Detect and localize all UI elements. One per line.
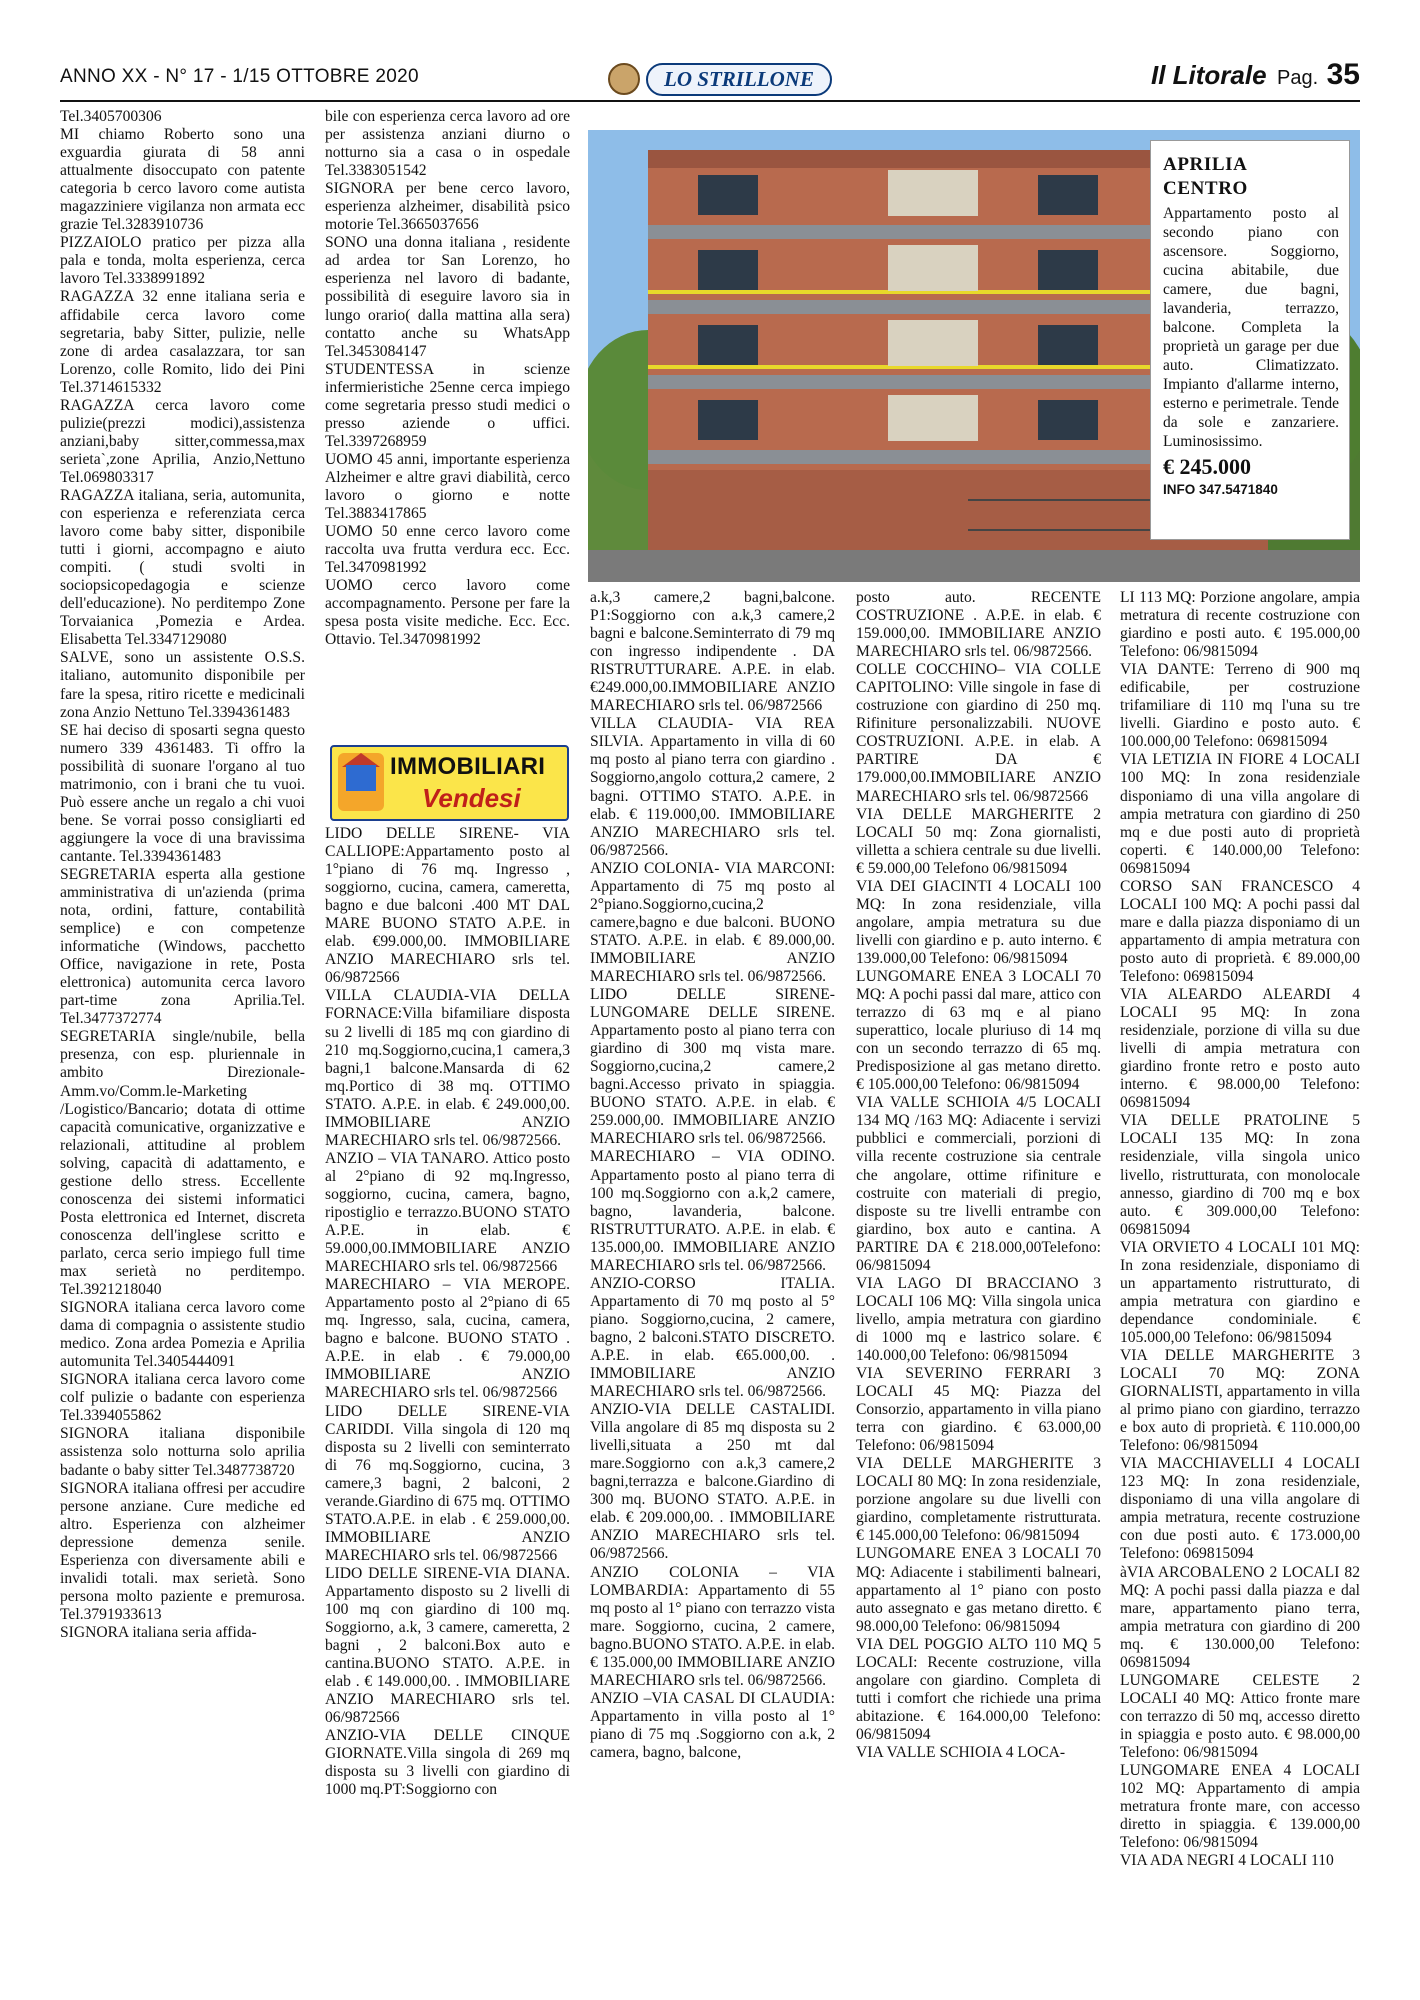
column-1 — [60, 108, 305, 1973]
ad-entry: STUDENTESSA in scienze infermieristiche 25enne cerca impiego come segretaria presso studi medici o presso aziende o uffici. Tel.3397268959 — [325, 360, 570, 450]
ad-entry: SONO una donna italiana , residente ad ardea tor San Lorenzo, ho esperienza nel lavoro di badante, possibilità di eseguire lavoro sia in lungo orario( dalla mattina alla sera) contatto anche su WhatsApp Tel.3453084147 — [325, 234, 570, 360]
listing-entry: VIA SEVERINO FERRARI 3 LOCALI 45 MQ: Piazza del Consorzio, appartamento in villa piano terra con giardino. € 63.000,00 Telefono: 06/9815094 — [856, 1365, 1101, 1455]
listing-entry: VIA DEL POGGIO ALTO 110 MQ 5 LOCALI: Recente costruzione, villa angolare con giardino. Completa di tutti i comfort che richiede una prima abitazione. € 164.000,00 Telefono: 06/9815094 — [856, 1635, 1101, 1743]
listing-entry: VIA DANTE: Terreno di 900 mq edificabile, per costruzione trifamiliare di 110 mq l'una su tre livelli. Giardino e posto auto. € 100.000,00 Telefono: 069815094 — [1120, 661, 1360, 751]
listing-entry: VIA ADA NEGRI 4 LOCALI 110 — [1120, 1852, 1334, 1870]
listing-entry: VIA DEI GIACINTI 4 LOCALI 100 MQ: In zona residenziale, villa angolare, ampia metratura su due livelli con giardino e p. auto interno. € 139.000,00 Telefono: 06/9815094 — [856, 877, 1101, 967]
listing-entry: COLLE COCCHINO– VIA COLLE CAPITOLINO: Ville singole in fase di costruzione con giardino di 250 mq. Rifiniture personalizzabili. NUOVE COSTRUZIONI. A.P.E. in elab. A PARTIRE DA € 179.000,00.IMMOBILIARE ANZIO MARECHIARO srls tel. 06/9872566 — [856, 661, 1101, 805]
ad-entry: RAGAZZA italiana, seria, automunita, con esperienza e referenziata cerca lavoro come baby sitter, disponibile tutti i giorni, accompagno e aiuto compiti. ( studi svolti in sociopsicopedagogia e scienze dell'educazione). No perditempo Zone Torvaianica ,Pomezia e Ardea. Elisabetta Tel.3347129080 — [60, 486, 305, 649]
ad-entry: SIGNORA italiana cerca lavoro come colf pulizie o badante con esperienza Tel.3394055862 — [60, 1371, 305, 1425]
issue-info: ANNO XX - N° 17 - 1/15 OTTOBRE 2020 — [60, 66, 419, 87]
column-4 — [856, 589, 1101, 1974]
featured-ad-box — [1150, 140, 1350, 540]
section-title: IMMOBILIARI — [390, 753, 546, 780]
listing-entry: VIA DELLE MARGHERITE 2 LOCALI 50 mq: Zona giornalisti, villetta a schiera centrale su due livelli. € 59.000,00 Telefono 06/9815094 — [856, 805, 1101, 877]
ad-entry: SE hai deciso di sposarti segna questo numero 339 4361483. Ti offro la possibilità di suonare l'organo al tuo matrimonio, con i brani che tu vuoi. Può essere anche un regalo a chi vuoi bene. Se vorrai posso consigliarti ed aggiungere la voce di una bravissima cantante. Tel.3394361483 — [60, 721, 305, 865]
listing-entry: VILLA CLAUDIA-VIA DELLA FORNACE:Villa bifamiliare disposta su 2 livelli di 185 mq con giardino di 210 mq.Soggiorno,cucina,1 camera,3 bagni,1 balcone.Mansarda di 62 mq.Portico di 38 mq. OTTIMO STATO. A.P.E. in elab. € 249.000,00. IMMOBILIARE ANZIO MARECHIARO srls tel. 06/9872566. — [325, 987, 570, 1149]
ad-price: € 245.000 — [1163, 454, 1251, 479]
listing-entry: CORSO SAN FRANCESCO 4 LOCALI 100 MQ: A pochi passi dal mare e dalla piazza disponiamo di un appartamento di ampia metratura con posto auto di proprietà. € 89.000,00 Telefono: 069815094 — [1120, 877, 1360, 985]
listing-entry: ANZIO COLONIA – VIA LOMBARDIA: Appartamento di 55 mq posto al 1° piano con terrazzo vista mare. Soggiorno, cucina, 2 camere, bagno.BUONO STATO. A.P.E. in elab. € 135.000,00 IMMOBILIARE ANZIO MARECHIARO srls tel. 06/9872566. — [590, 1563, 835, 1689]
logo-text: LO STRILLONE — [646, 63, 832, 96]
listing-entry: MARECHIARO – VIA ODINO. Appartamento posto al piano terra di 100 mq.Soggiorno con a.k,2 camere, bagno, lavanderia, balcone. RISTRUTTURATO. A.P.E. in elab. € 135.000,00. IMMOBILIARE ANZIO MARECHIARO srls tel. 06/9872566. — [590, 1148, 835, 1274]
ad-entry: RAGAZZA cerca lavoro come pulizie(prezzi modici),assistenza anziani,baby sitter,commessa,max serieta`,zone Aprilia, Anzio,Nettuno Tel.069803317 — [60, 396, 305, 486]
section-subtitle: Vendesi — [422, 783, 521, 813]
listing-entry: VIA VALLE SCHIOIA 4/5 LOCALI 134 MQ /163 MQ: Adiacente i servizi pubblici e commerciali, porzioni di villa recente costruzione sia centrale che angolare, ottime rifiniture e costruite con materiali di pregio, disposte su tre livelli entrambe con giardino, box auto e cantina. A PARTIRE DA € 218.000,00Telefono: 06/9815094 — [856, 1094, 1101, 1274]
brand-name: Il Litorale — [1150, 60, 1267, 90]
ad-entry: SIGNORA italiana offresi per accudire persone anziane. Cure mediche ed altro. Esperienza con alzheimer depressione demenza senile. Esperienza con diversamente abili e invalidi totali. max serietà. Sono persona molto paziente e premurosa. Tel.3791933613 — [60, 1479, 305, 1623]
listing-entry: VIA DELLE MARGHERITE 3 LOCALI 80 MQ: In zona residenziale, porzione angolare su due livelli con giardino, completamente ristrutturata. € 145.000,00 Telefono: 06/9815094 — [856, 1455, 1101, 1545]
listing-entry: a.k,3 camere,2 bagni,balcone. P1:Soggiorno con a.k,3 camere,2 bagni e balcone.Seminterrato di 79 mq con ingresso indipendente . DA RISTRUTTURARE. A.P.E. in elab. €249.000,00.IMMOBILIARE ANZIO MARECHIARO srls tel. 06/9872566 — [590, 589, 835, 715]
listing-entry: ANZIO-CORSO ITALIA. Appartamento di 70 mq posto al 5° piano. Soggiorno,cucina, 2 camere, bagno, 2 balconi.STATO DISCRETO. A.P.E. in elab. €65.000,00. . IMMOBILIARE ANZIO MARECHIARO srls tel. 06/9872566. — [590, 1274, 835, 1401]
listing-entry: VIA MACCHIAVELLI 4 LOCALI 123 MQ: In zona residenziale, disponiamo di una villa angolare di ampia metratura, recente costruzione con due posti auto. € 173.000,00 Telefono: 069815094 — [1120, 1455, 1360, 1563]
listing-entry: MARECHIARO – VIA MEROPE. Appartamento posto al 2°piano di 65 mq. Ingresso, sala, cucina, camera, bagno e balcone. BUONO STATO . A.P.E. in elab . € 79.000,00 IMMOBILIARE ANZIO MARECHIARO srls tel. 06/9872566 — [325, 1276, 570, 1402]
listing-entry: LUNGOMARE ENEA 4 LOCALI 102 MQ: Appartamento di ampia metratura fronte mare, con accesso diretto in spiaggia. € 139.000,00 Telefono: 06/9815094 — [1120, 1762, 1360, 1852]
listing-entry: VIA DELLE MARGHERITE 3 LOCALI 70 MQ: ZONA GIORNALISTI, appartamento in villa al primo piano con giardino, terrazzo e box auto di proprietà. € 110.000,00 Telefono: 06/9815094 — [1120, 1346, 1360, 1455]
ad-entry: UOMO 45 anni, importante esperienza Alzheimer e altre gravi diabilità, cerco lavoro o giorno e notte Tel.3883417865 — [325, 450, 570, 523]
listing-entry: àVIA ARCOBALENO 2 LOCALI 82 MQ: A pochi passi dalla piazza e dal mare, appartamento piano terra, ampia metratura con giardino di 200 mq. € 130.000,00 Telefono: 069815094 — [1120, 1563, 1360, 1671]
listing-entry: LUNGOMARE CELESTE 2 LOCALI 40 MQ: Attico fronte mare con terrazzo di 50 mq, accesso diretto in spiaggia e posto auto. € 98.000,00 Telefono: 06/9815094 — [1120, 1671, 1360, 1761]
ad-description: Appartamento posto al secondo piano con ascensore. Soggiorno, cucina abitabile, due camere, due bagni, lavanderia, terrazzo, balcone. Completa la proprietà un garage per due auto. Climatizzato. Impianto d'allarme interno, esterno e perimetrale. Tende da sole e zanzariere. Luminosissimo. — [1163, 205, 1339, 450]
page-number: 35 — [1326, 58, 1360, 91]
listing-entry: LI 113 MQ: Porzione angolare, ampia metratura di recente costruzione con giardino e posti auto. € 195.000,00 Telefono: 06/9815094 — [1120, 589, 1360, 661]
ad-entry: SIGNORA italiana seria affida- — [60, 1623, 257, 1641]
column-2 — [325, 108, 570, 738]
ad-entry: MI chiamo Roberto sono una exguardia giurata di 58 anni attualmente disoccupato con patente categoria b cerco lavoro come autista magazziniere vigilanza non armata ecc grazie Tel.3283910736 — [60, 126, 305, 234]
listing-entry: ANZIO – VIA TANARO. Attico posto al 2°piano di 92 mq.Ingresso, soggiorno, cucina, camera, bagno, ripostiglio e terrazzo.BUONO STATO A.P.E. in elab. € 59.000,00.IMMOBILIARE ANZIO MARECHIARO srls tel. 06/9872566 — [325, 1149, 570, 1276]
listing-entry: ANZIO-VIA DELLE CINQUE GIORNATE.Villa singola di 269 mq disposta su 3 livelli con giardino di 1000 mq.PT:Soggiorno con — [325, 1727, 570, 1799]
column-2-listings — [325, 825, 570, 1975]
ad-entry: SALVE, sono un assistente O.S.S. italiano, automunito disponibile per fare la spesa, ritiro ricette e medicinali zona Anzio Nettuno Tel.3394361483 — [60, 649, 305, 721]
page-label: Pag. — [1277, 67, 1319, 89]
house-icon — [346, 765, 376, 791]
ad-entry: UOMO cerco lavoro come accompagnamento. Persone per fare la spesa posta visite mediche. Ecc. Ecc. Ottavio. Tel.3470981992 — [325, 577, 570, 649]
page-header — [60, 60, 1360, 102]
ad-entry: PIZZAIOLO pratico per pizza alla pala e tonda, molta esperienza, cerca lavoro Tel.3338991892 — [60, 234, 305, 288]
listing-entry: ANZIO-VIA DELLE CASTALIDI. Villa angolare di 85 mq disposta su 2 livelli,situata a 250 mt dal mare.Soggiorno con a.k,3 camere,2 bagni,terrazza e balcone.Giardino di 300 mq. BUONO STATO. A.P.E. in elab. € 209.000,00. . IMMOBILIARE ANZIO MARECHIARO srls tel. 06/9872566. — [590, 1401, 835, 1563]
ad-entry: RAGAZZA 32 enne italiana seria e affidabile cerca lavoro come segretaria, baby Sitter, pulizie, nelle zone di ardea casalazzara, tor san Lorenzo, colle Romito, lido dei Pini Tel.3714615332 — [60, 288, 305, 396]
ad-entry: SEGRETARIA single/nubile, bella presenza, con esp. pluriennale in ambito Direzionale-Amm.vo/Comm.le-Marketing /Logistico/Bancario; dotata di ottime capacità comunicative, organizzative e relazionali, attitudine al problem solving, capacità di adattamento, e gestione dello stress. Eccellente conoscenza dei sistemi informatici Posta elettronica ed Internet, discreta conoscenza dell'inglese scritto e parlato, cerca serio impiego full time max serietà no perditempo. Tel.3921218040 — [60, 1028, 305, 1299]
ad-entry: SIGNORA per bene cerco lavoro, esperienza alzheimer, disabilità psico motorie Tel.3665037656 — [325, 180, 570, 234]
listing-entry: VIA LETIZIA IN FIORE 4 LOCALI 100 MQ: In zona residenziale disponiamo di una villa angolare di ampia metratura con giardino di 250 mq e due posti auto di proprietà coperti. € 140.000,00 Telefono: 069815094 — [1120, 751, 1360, 877]
listing-entry: LUNGOMARE ENEA 3 LOCALI 70 MQ: A pochi passi dal mare, attico con terrazzo di 63 mq e al piano superattico, locale pluriuso di 14 mq con un secondo terrazzo di 65 mq. Predisposizione al gas metano diretto. € 105.000,00 Telefono: 06/9815094 — [856, 967, 1101, 1094]
listing-entry: LIDO DELLE SIRENE- VIA CALLIOPE:Appartamento posto al 1°piano di 76 mq. Ingresso , soggiorno, cucina, camera, cameretta, bagno e due balconi .400 MT DAL MARE BUONO STATO A.P.E. in elab. €99.000,00. IMMOBILIARE ANZIO MARECHIARO srls tel. 06/9872566 — [325, 825, 570, 987]
listing-entry: VIA ALEARDO ALEARDI 4 LOCALI 95 MQ: In zona residenziale, porzione di villa su due livelli di ampia metratura con giardino fronte retro e posto auto interno. € 98.000,00 Telefono: 069815094 — [1120, 986, 1360, 1112]
ad-contact: INFO 347.5471840 — [1163, 482, 1278, 497]
listing-entry: LIDO DELLE SIRENE-LUNGOMARE DELLE SIRENE. Appartamento posto al piano terra con giardino di 300 mq vista mare. Soggiorno,cucina,2 camere,2 bagni.Accesso privato in spiaggia. BUONO STATO. A.P.E. in elab. € 259.000,00. IMMOBILIARE ANZIO MARECHIARO srls tel. 06/9872566. — [590, 986, 835, 1148]
ad-entry: SEGRETARIA esperta alla gestione amministrativa di un'azienda (prima nota, ordini, fatture, contabilità semplice) e con competenze informatiche (Windows, pacchetto Office, navigazione in rete, Posta elettronica) automunita cerca lavoro part-time zona Aprilia.Tel. Tel.3477372774 — [60, 865, 305, 1028]
column-5 — [1120, 589, 1360, 1974]
ad-entry: SIGNORA italiana disponibile assistenza solo notturna solo aprilia badante o baby sitter Tel.3487738720 — [60, 1425, 305, 1479]
listing-entry: VIA DELLE PRATOLINE 5 LOCALI 135 MQ: In zona residenziale, villa singola unico livello, ristrutturata, con monolocale annesso, giardino di 700 mq e box auto. € 309.000,00 Telefono: 069815094 — [1120, 1112, 1360, 1238]
page-brand — [1151, 58, 1360, 92]
column-3 — [590, 589, 835, 1974]
listing-entry: VIA VALLE SCHIOIA 4 LOCA- — [856, 1744, 1066, 1761]
ad-entry: SIGNORA italiana cerca lavoro come dama di compagnia o assistente studio medico. Zona ardea Pomezia e Aprilia automunita Tel.3405444091 — [60, 1299, 305, 1371]
ad-title-city: APRILIA — [1163, 154, 1248, 175]
listing-entry: posto auto. RECENTE COSTRUZIONE . A.P.E. in elab. € 159.000,00. IMMOBILIARE ANZIO MARECHIARO srls tel. 06/9872566. — [856, 589, 1101, 661]
listing-entry: VILLA CLAUDIA- VIA REA SILVIA. Appartamento in villa di 60 mq posto al piano terra con giardino . Soggiorno,angolo cottura,2 camere, 2 bagni. OTTIMO STATO. A.P.E. in elab. € 119.000,00. IMMOBILIARE ANZIO MARECHIARO srls tel. 06/9872566. — [590, 715, 835, 859]
listing-entry: LIDO DELLE SIRENE-VIA DIANA. Appartamento disposto su 2 livelli di 100 mq con giardino di 100 mq. Soggiorno, a.k, 3 camere, cameretta, 2 bagni , 2 balconi.Box auto e cantina.BUONO STATO. A.P.E. in elab . € 149.000,00. . IMMOBILIARE ANZIO MARECHIARO srls tel. 06/9872566 — [325, 1564, 570, 1727]
lo-strillone-logo — [600, 60, 840, 98]
immobiliari-vendesi-banner — [330, 745, 569, 821]
listing-entry: LIDO DELLE SIRENE-VIA CARIDDI. Villa singola di 120 mq disposta su 2 livelli con seminterrato di 76 mq.Soggiorno, cucina, 3 camere,3 bagni, 2 balconi, 2 verande.Giardino di 675 mq. OTTIMO STATO.A.P.E. in elab . € 259.000,00. IMMOBILIARE ANZIO MARECHIARO srls tel. 06/9872566 — [325, 1402, 570, 1564]
listing-entry: ANZIO COLONIA- VIA MARCONI: Appartamento di 75 mq posto al 2°piano.Soggiorno,cucina,2 camere,bagno e due balconi. BUONO STATO. A.P.E. in elab. € 89.000,00. IMMOBILIARE ANZIO MARECHIARO srls tel. 06/9872566. — [590, 859, 835, 985]
mascot-icon — [608, 63, 640, 95]
ad-entry: Tel.3405700306 — [60, 108, 162, 125]
listing-entry: LUNGOMARE ENEA 3 LOCALI 70 MQ: Adiacente i stabilimenti balneari, appartamento al 1° piano con posto auto assegnato e gas metano diretto. € 98.000,00 Telefono: 06/9815094 — [856, 1545, 1101, 1635]
listing-entry: VIA LAGO DI BRACCIANO 3 LOCALI 106 MQ: Villa singola unica livello, ampia metratura con giardino di 1000 mq e lastrico solare. € 140.000,00 Telefono: 06/9815094 — [856, 1274, 1101, 1364]
ad-entry: bile con esperienza cerca lavoro ad ore per assistenza anziani diurno o notturno sia a casa o in ospedale Tel.3383051542 — [325, 108, 570, 180]
listing-entry: ANZIO –VIA CASAL DI CLAUDIA: Appartamento in villa posto al 1° piano di 75 mq .Soggiorno con a.k, 2 camera, bagno, balcone, — [590, 1689, 835, 1761]
ad-entry: UOMO 50 enne cerco lavoro come raccolta uva frutta verdura ecc. Ecc. Tel.3470981992 — [325, 523, 570, 577]
ad-title-area: CENTRO — [1163, 178, 1248, 199]
listing-entry: VIA ORVIETO 4 LOCALI 101 MQ: In zona residenziale, disponiamo di un appartamento ristrutturato, di ampia metratura con giardino e dependance condominiale. € 105.000,00 Telefono: 06/9815094 — [1120, 1238, 1360, 1346]
